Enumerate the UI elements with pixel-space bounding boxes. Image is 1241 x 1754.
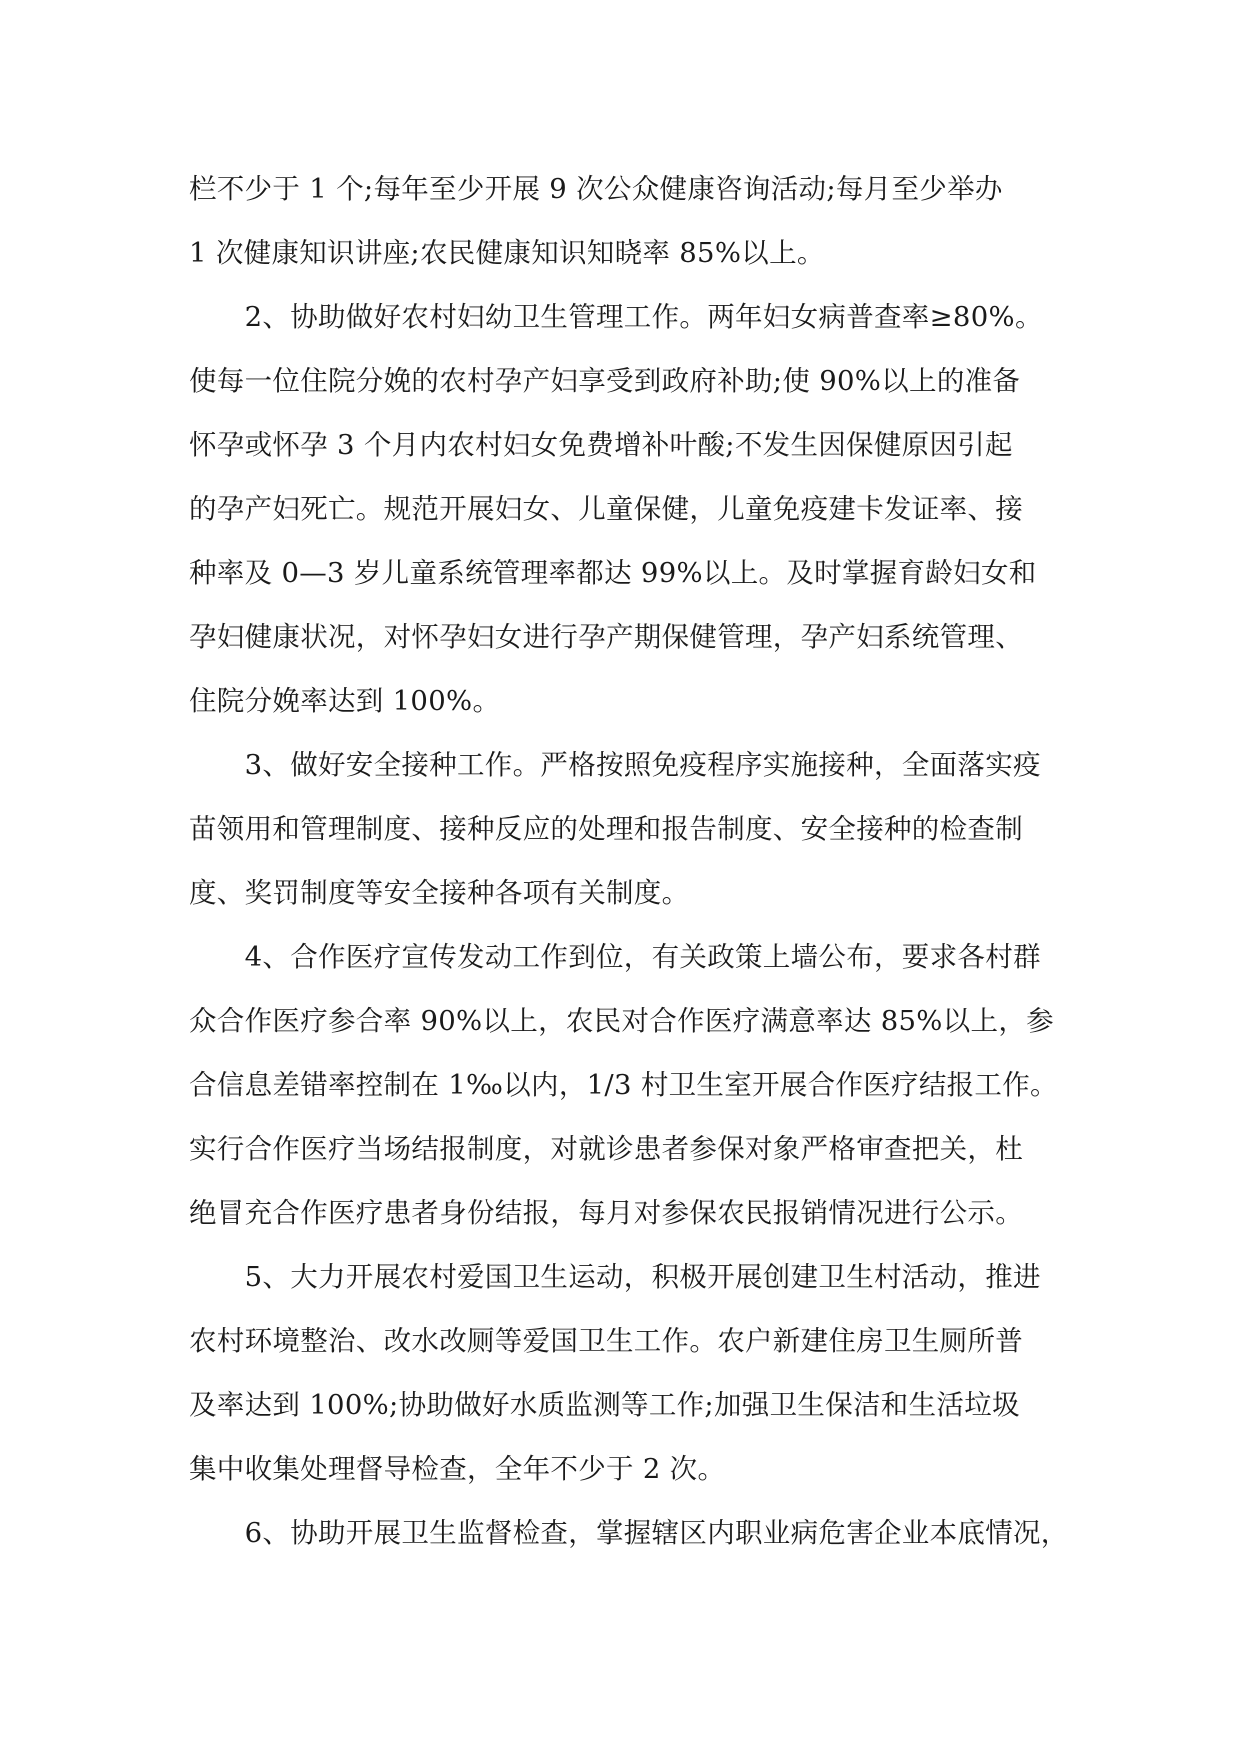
text-line: 农村环境整治、改水改厕等爱国卫生工作。农户新建住房卫生厕所普 (189, 1325, 1023, 1357)
text-line: 实行合作医疗当场结报制度，对就诊患者参保对象严格审查把关，杜 (189, 1133, 1023, 1165)
document-body (189, 157, 1089, 1565)
text-line: 绝冒充合作医疗患者身份结报，每月对参保农民报销情况进行公示。 (189, 1197, 1023, 1229)
paragraph-start-line: 2、协助做好农村妇幼卫生管理工作。两年妇女病普查率≥80%。 (189, 301, 1043, 333)
text-line: 使每一位住院分娩的农村孕产妇享受到政府补助;使 90%以上的准备 (189, 365, 1021, 397)
text-line: 集中收集处理督导检查，全年不少于 2 次。 (189, 1453, 726, 1485)
text-line: 1 次健康知识讲座;农民健康知识知晓率 85%以上。 (189, 237, 825, 269)
paragraph-start-line: 5、大力开展农村爱国卫生运动，积极开展创建卫生村活动，推进 (189, 1261, 1041, 1293)
paragraph-start-line: 3、做好安全接种工作。严格按照免疫程序实施接种，全面落实疫 (189, 749, 1041, 781)
text-line: 住院分娩率达到 100%。 (189, 685, 501, 717)
text-line: 苗领用和管理制度、接种反应的处理和报告制度、安全接种的检查制 (189, 813, 1023, 845)
text-line: 众合作医疗参合率 90%以上，农民对合作医疗满意率达 85%以上，参 (189, 1005, 1054, 1037)
text-line: 孕妇健康状况，对怀孕妇女进行孕产期保健管理，孕产妇系统管理、 (189, 621, 1023, 653)
paragraph-start-line: 6、协助开展卫生监督检查，掌握辖区内职业病危害企业本底情况， (189, 1517, 1069, 1549)
text-line: 度、奖罚制度等安全接种各项有关制度。 (189, 877, 690, 909)
text-line: 栏不少于 1 个;每年至少开展 9 次公众健康咨询活动;每月至少举办 (189, 173, 1003, 205)
text-line: 怀孕或怀孕 3 个月内农村妇女免费增补叶酸;不发生因保健原因引起 (189, 429, 1013, 461)
text-line: 合信息差错率控制在 1‰以内，1/3 村卫生室开展合作医疗结报工作。 (189, 1069, 1058, 1101)
text-line: 种率及 0—3 岁儿童系统管理率都达 99%以上。及时掌握育龄妇女和 (189, 557, 1037, 589)
text-line: 的孕产妇死亡。规范开展妇女、儿童保健，儿童免疫建卡发证率、接 (189, 493, 1023, 525)
text-line: 及率达到 100%;协助做好水质监测等工作;加强卫生保洁和生活垃圾 (189, 1389, 1020, 1421)
paragraph-start-line: 4、合作医疗宣传发动工作到位，有关政策上墙公布，要求各村群 (189, 941, 1041, 973)
